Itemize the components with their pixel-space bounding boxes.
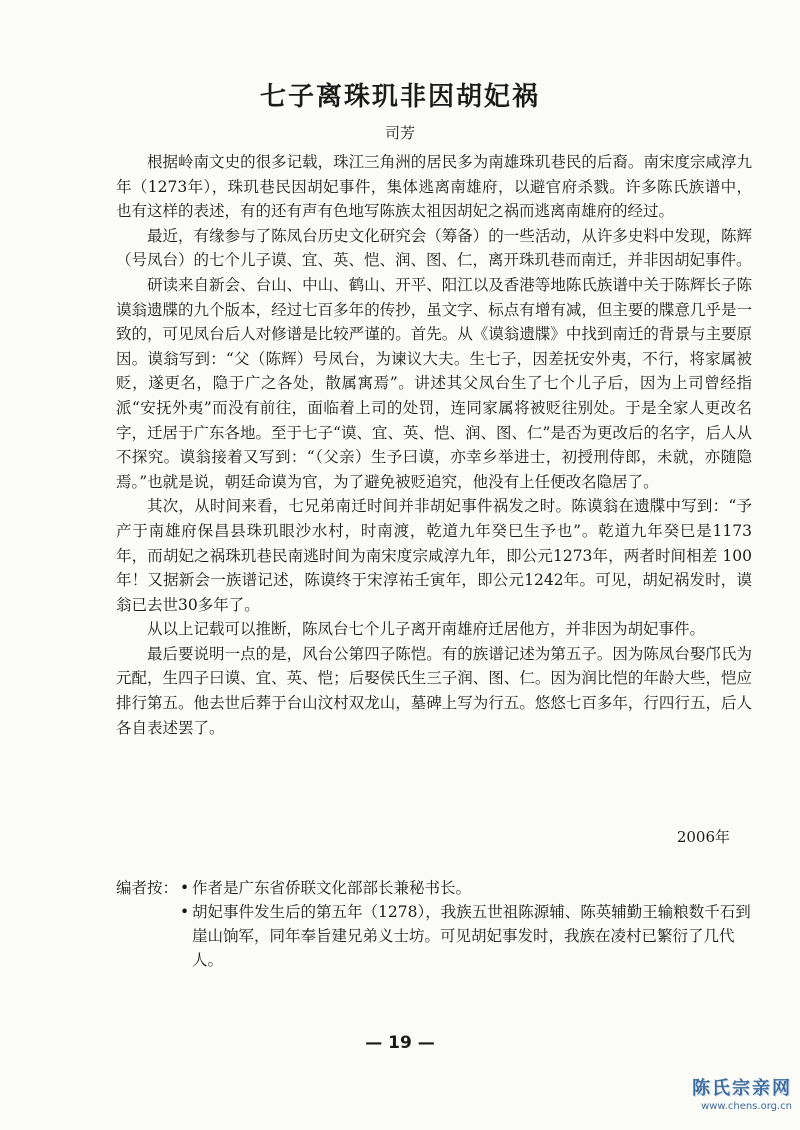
editor-note-items	[180, 876, 756, 972]
editor-note-label: 编者按：	[116, 879, 179, 897]
editor-note-text: 胡妃事件发生后的第五年（1278），我族五世祖陈源辅、陈英辅勤王输粮数千石到崖山饷军，同年奉旨建兄弟义士坊。可见胡妃事发时，我族在凌村已繁衍了几代人。	[192, 903, 751, 969]
editor-note-item	[180, 900, 756, 972]
paragraph: 研读来自新会、台山、中山、鹤山、开平、阳江以及香港等地陈氏族谱中关于陈辉长子陈谟翁遗牒的九个版本，经过七百多年的传抄，虽文字、标点有增有减，但主要的牒意几乎是一致的，可见凤台后人对修谱是比较严谨的。首先。从《谟翁遗牒》中找到南迁的背景与主要原因。谟翁写到：“父（陈辉）号凤台，为谏议大夫。生七子，因差抚安外夷，不行，将家属被贬，遂更名，隐于广之各处，散属寓焉”。讲述其父凤台生了七个儿子后，因为上司曾经指派“安抚外夷”而没有前往，面临着上司的处罚，连同家属将被贬往别处。于是全家人更改名字，迁居于广东各地。至于七子“谟、宜、英、恺、润、图、仁”是否为更改后的名字，后人从不探究。谟翁接着又写到：“（父亲）生予曰谟，亦幸乡举进士，初授刑侍郎，未就，亦随隐焉。”也就是说，朝廷命谟为官，为了避免被贬追究，他没有上任便改名隐居了。	[116, 275, 752, 491]
paragraph: 最近，有缘参与了陈凤台历史文化研究会（筹备）的一些活动，从许多史料中发现，陈辉（号凤台）的七个儿子谟、宜、英、恺、润、图、仁，离开珠玑巷而南迁，并非因胡妃事件。	[116, 226, 752, 270]
article-body	[116, 150, 752, 740]
page-number: — 19 —	[365, 1033, 435, 1053]
article-title: 七子离珠玑非因胡妃祸	[259, 82, 540, 112]
editor-note-item	[180, 876, 756, 900]
watermark	[684, 1074, 792, 1112]
article-author: 司芳	[384, 124, 415, 142]
watermark-title: 陈氏宗亲网	[692, 1078, 792, 1099]
article-date: 2006年	[676, 828, 730, 846]
paragraph: 从以上记载可以推断，陈凤台七个儿子离开南雄府迁居他方，并非因为胡妃事件。	[147, 620, 706, 639]
editor-note-text: 作者是广东省侨联文化部部长兼秘书长。	[192, 879, 472, 897]
bullet-icon: •	[180, 903, 190, 921]
paragraph: 其次，从时间来看，七兄弟南迁时间并非胡妃事件祸发之时。陈谟翁在遗牒中写到：“予产于南雄府保昌县珠玑眼沙水村，时南渡，乾道九年癸巳生予也”。乾道九年癸巳是1173年，而胡妃之祸珠玑巷民南逃时间为南宋度宗咸淳九年，即公元1273年，两者时间相差 100年！又据新会一族谱记述，陈谟终于宋淳祐壬寅年，即公元1242年。可见，胡妃祸发时，谟翁已去世30多年了。	[116, 497, 752, 614]
watermark-url: www.chens.org.cn	[701, 1101, 792, 1112]
bullet-icon: •	[180, 879, 190, 897]
paragraph: 最后要说明一点的是，风台公第四子陈恺。有的族谱记述为第五子。因为陈凤台娶邝氏为元配，生四子曰谟、宜、英、恺；后娶侯氏生三子润、图、仁。因为润比恺的年龄大些，恺应排行第五。他去世后葬于台山汶村双龙山，墓碑上写为行五。悠悠七百多年，行四行五，后人各自表述罢了。	[116, 644, 752, 737]
paragraph: 根据岭南文史的很多记载，珠江三角洲的居民多为南雄珠玑巷民的后裔。南宋度宗咸淳九年（1273年），珠玑巷民因胡妃事件，集体逃离南雄府，以避官府杀戮。许多陈氏族谱中，也有这样的表述，有的还有声有色地写陈族太祖因胡妃之祸而逃离南雄府的经过。	[116, 153, 752, 221]
